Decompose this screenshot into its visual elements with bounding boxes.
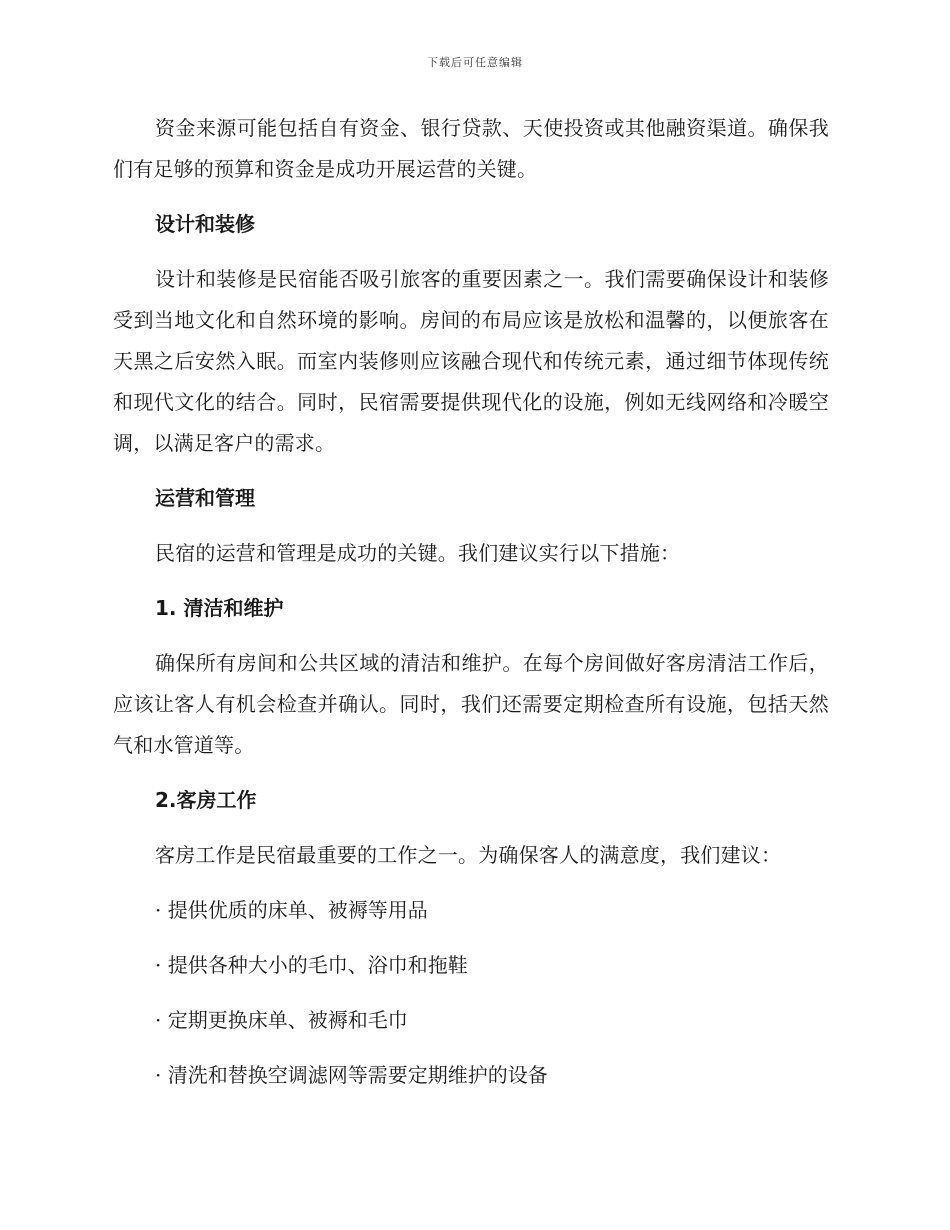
heading-cleaning: 1. 清洁和维护 — [155, 596, 284, 620]
heading-operations: 运营和管理 — [155, 486, 255, 510]
header-note: 下载后可任意编辑 — [427, 56, 523, 69]
list-item: · 定期更换床单、被褥和毛巾 — [155, 1008, 408, 1032]
document-body — [113, 108, 829, 1096]
paragraph-funding: 资金来源可能包括自有资金、银行贷款、天使投资或其他融资渠道。确保我们有足够的预算和资金是成功开展运营的关键。 — [113, 116, 829, 181]
paragraph-design: 设计和装修是民宿能否吸引旅客的重要因素之一。我们需要确保设计和装修受到当地文化和自然环境的影响。房间的布局应该是放松和温馨的，以便旅客在天黑之后安然入眠。而室内装修则应该融合现代和传统元素，通过细节体现传统和现代文化的结合。同时，民宿需要提供现代化的设施，例如无线网络和冷暖空调，以满足客户的需求。 — [113, 267, 829, 455]
paragraph-housekeeping: 客房工作是民宿最重要的工作之一。为确保客人的满意度，我们建议： — [155, 843, 782, 867]
heading-design: 设计和装修 — [155, 212, 255, 236]
paragraph-operations: 民宿的运营和管理是成功的关键。我们建议实行以下措施： — [155, 541, 681, 565]
heading-housekeeping: 2.客房工作 — [155, 788, 257, 812]
list-item: · 提供各种大小的毛巾、浴巾和拖鞋 — [155, 953, 468, 977]
list-item: · 清洗和替换空调滤网等需要定期维护的设备 — [155, 1063, 548, 1087]
list-item: · 提供优质的床单、被褥等用品 — [155, 898, 428, 922]
paragraph-cleaning: 确保所有房间和公共区域的清洁和维护。在每个房间做好客房清洁工作后，应该让客人有机会检查并确认。同时，我们还需要定期检查所有设施，包括天然气和水管道等。 — [113, 651, 829, 757]
